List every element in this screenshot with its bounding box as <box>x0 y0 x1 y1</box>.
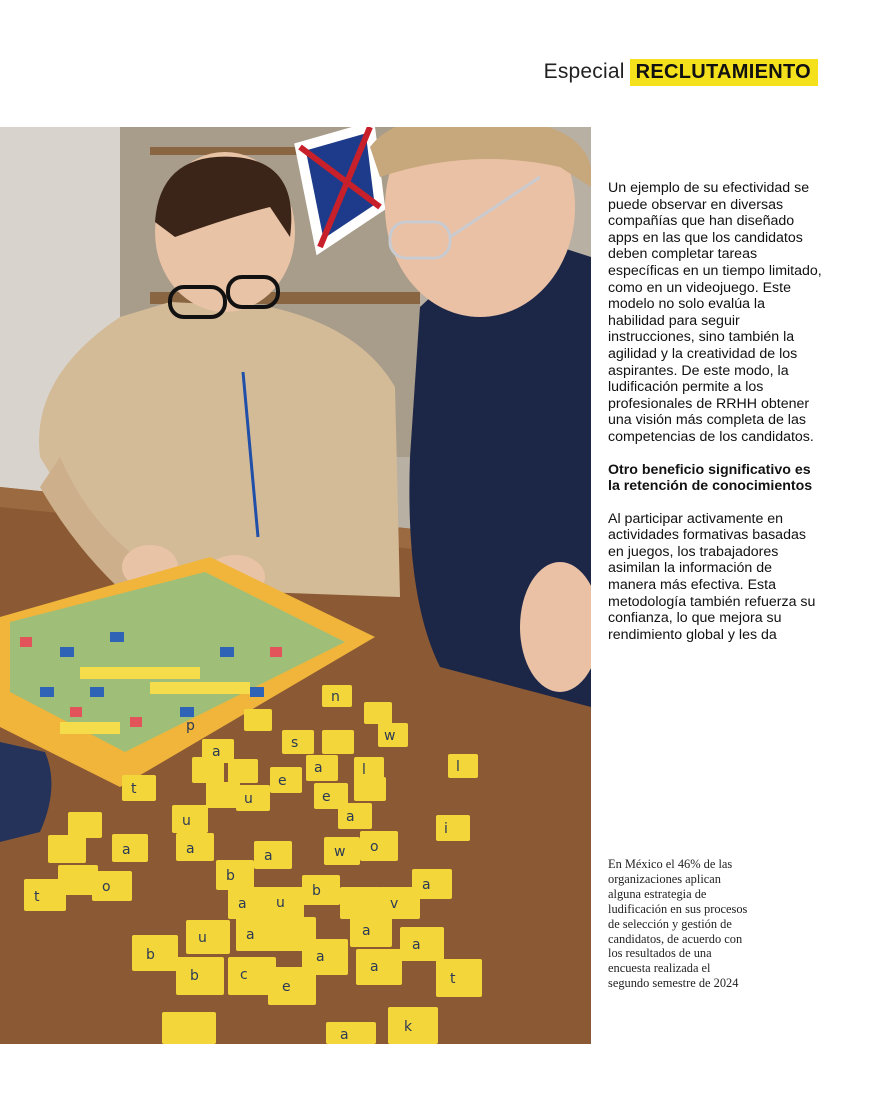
svg-text:t: t <box>131 781 137 797</box>
svg-text:b: b <box>146 947 155 963</box>
svg-text:a: a <box>370 959 379 975</box>
svg-text:a: a <box>346 809 355 825</box>
svg-text:a: a <box>314 760 323 776</box>
svg-text:k: k <box>404 1019 413 1035</box>
svg-text:b: b <box>312 883 321 899</box>
svg-text:b: b <box>226 868 235 884</box>
subheading: Otro beneficio significativo es la retención de conocimientos <box>608 461 813 495</box>
article-body <box>608 180 823 659</box>
svg-text:t: t <box>34 889 40 905</box>
svg-text:o: o <box>102 879 111 895</box>
article-photo <box>0 127 591 1044</box>
paragraph-1: Un ejemplo de su efectividad se puede observar en diversas compañías que han diseñado apps en las que los candidatos deben completar tareas específicas en un tiempo limitado, como en un videojuego. Este modelo no solo evalúa la habilidad para seguir instrucciones, sino también la agilidad y la creatividad de los aspirantes. De este modo, la ludificación permite a los profesionales de RRHH obtener una visión más completa de las competencias de los candidatos. <box>608 180 822 445</box>
svg-text:a: a <box>238 896 247 912</box>
svg-text:t: t <box>450 971 456 987</box>
photo-caption: En México el 46% de las organizaciones aplican alguna estrategia de ludificación en sus procesos de selección y gestión de candidatos, de acuerdo con los resultados de una encuesta realizada el segundo semestre de 2024 <box>608 857 748 991</box>
svg-text:a: a <box>264 848 273 864</box>
svg-text:o: o <box>370 839 379 855</box>
paragraph-2: Al participar activamente en actividades formativas basadas en juegos, los trabajadores asimilan la información de manera más efectiva. Esta metodología también refuerza su confianza, lo que mejora su rendimiento global y les da <box>608 510 816 643</box>
svg-text:l: l <box>362 762 366 778</box>
svg-text:v: v <box>390 896 399 912</box>
svg-text:n: n <box>331 689 340 705</box>
svg-text:s: s <box>291 735 299 751</box>
svg-text:a: a <box>186 841 195 857</box>
section-header <box>544 57 818 87</box>
svg-text:u: u <box>276 895 285 911</box>
svg-text:b: b <box>190 968 199 984</box>
svg-text:a: a <box>212 744 221 760</box>
svg-text:a: a <box>412 937 421 953</box>
svg-text:w: w <box>334 844 346 860</box>
svg-text:a: a <box>246 927 255 943</box>
svg-text:e: e <box>282 979 291 995</box>
svg-text:c: c <box>240 967 248 983</box>
svg-text:i: i <box>444 821 448 837</box>
svg-text:u: u <box>244 791 253 807</box>
svg-text:a: a <box>362 923 371 939</box>
svg-text:p: p <box>186 718 195 734</box>
svg-text:e: e <box>322 789 331 805</box>
section-label: Especial <box>543 60 625 83</box>
svg-text:w: w <box>384 728 396 744</box>
svg-text:a: a <box>122 842 131 858</box>
svg-text:u: u <box>182 813 191 829</box>
section-tag: RECLUTAMIENTO <box>630 59 818 86</box>
svg-text:e: e <box>278 773 287 789</box>
svg-text:u: u <box>198 930 207 946</box>
svg-text:a: a <box>422 877 431 893</box>
svg-text:a: a <box>316 949 325 965</box>
scrabble-photo-illustration <box>0 127 591 1044</box>
svg-text:l: l <box>456 759 460 775</box>
svg-text:a: a <box>340 1027 349 1043</box>
